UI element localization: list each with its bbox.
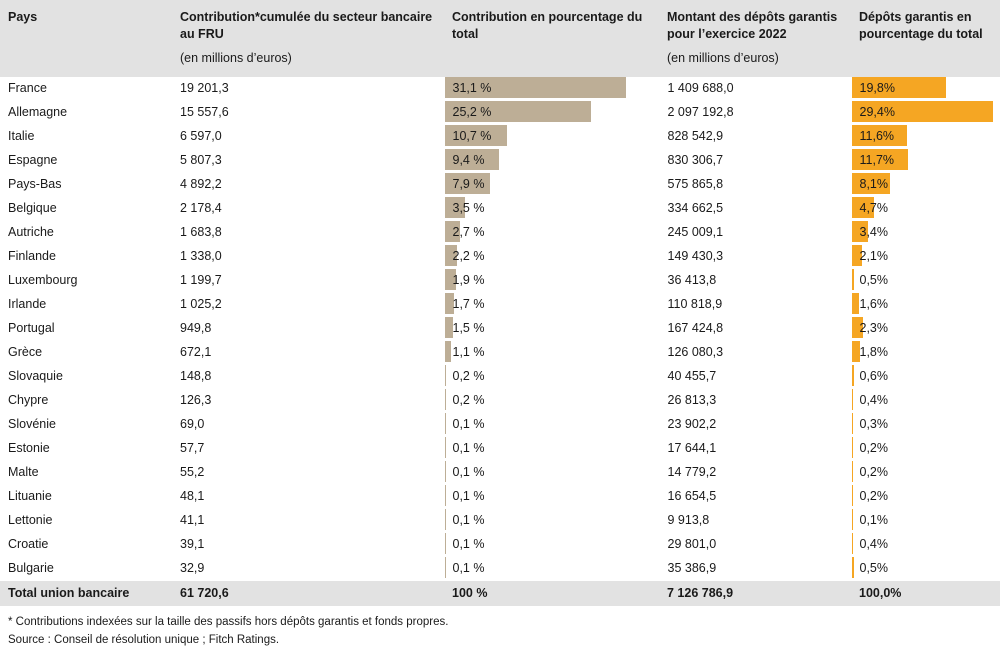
table-row — [0, 148, 1000, 172]
deposit-pct-value: 0,3% — [859, 416, 888, 431]
cell-deposit-pct — [851, 292, 1000, 316]
cell-total-label — [0, 580, 172, 606]
contribution-amount-value: 69,0 — [180, 417, 205, 432]
cell-country — [0, 532, 172, 556]
deposit-amount-value: 245 009,1 — [667, 225, 724, 240]
cell-country — [0, 436, 172, 460]
cell-contribution-amount — [172, 316, 444, 340]
country-label: Chypre — [8, 393, 49, 408]
cell-contribution-pct — [444, 388, 659, 412]
contribution-amount-value: 39,1 — [180, 537, 205, 552]
cell-contribution-pct — [444, 316, 659, 340]
cell-deposit-amount — [659, 436, 851, 460]
cell-deposit-amount — [659, 316, 851, 340]
cell-deposit-pct — [851, 556, 1000, 580]
country-label: Estonie — [8, 441, 50, 456]
cell-deposit-amount — [659, 292, 851, 316]
deposit-pct-value: 0,2% — [859, 440, 888, 455]
contribution-pct-value: 1,1 % — [452, 344, 485, 359]
contribution-amount-value: 6 597,0 — [180, 129, 222, 144]
contribution-pct-value: 2,2 % — [452, 248, 485, 263]
table-body — [0, 77, 1000, 606]
total-contribution-amount: 61 720,6 — [180, 585, 229, 600]
country-label: Portugal — [8, 321, 55, 336]
column-header-contribution — [172, 0, 444, 77]
cell-contribution-pct — [444, 340, 659, 364]
cell-contribution-pct — [444, 148, 659, 172]
contribution-amount-value: 32,9 — [180, 561, 205, 576]
contribution-pct-value: 0,1 % — [452, 560, 485, 575]
contribution-pct-value: 2,7 % — [452, 224, 485, 239]
table-row — [0, 556, 1000, 580]
contribution-amount-value: 1 683,8 — [180, 225, 222, 240]
country-label: Italie — [8, 129, 35, 144]
header-main-depots: Dépôts garantis en pourcentage du total — [859, 10, 983, 41]
deposit-amount-value: 16 654,5 — [667, 489, 717, 504]
deposit-pct-value: 2,1% — [859, 248, 888, 263]
cell-contribution-amount — [172, 148, 444, 172]
cell-contribution-pct — [444, 292, 659, 316]
cell-deposit-pct — [851, 196, 1000, 220]
contribution-amount-value: 15 557,6 — [180, 105, 229, 120]
cell-deposit-amount — [659, 100, 851, 124]
cell-deposit-pct — [851, 244, 1000, 268]
cell-deposit-pct — [851, 484, 1000, 508]
header-sub-montant: (en millions d’euros) — [667, 50, 779, 65]
cell-contribution-amount — [172, 100, 444, 124]
table-row — [0, 316, 1000, 340]
cell-contribution-pct — [444, 172, 659, 196]
cell-contribution-pct — [444, 460, 659, 484]
cell-deposit-pct — [851, 172, 1000, 196]
cell-deposit-pct — [851, 268, 1000, 292]
cell-deposit-pct — [851, 388, 1000, 412]
contribution-pct-value: 0,2 % — [452, 368, 485, 383]
column-header-pays — [0, 0, 172, 77]
cell-country — [0, 148, 172, 172]
contribution-pct-value: 9,4 % — [452, 152, 485, 167]
contribution-pct-value: 7,9 % — [452, 176, 485, 191]
deposit-pct-value: 0,5% — [859, 560, 888, 575]
country-label: Espagne — [8, 153, 58, 168]
cell-contribution-amount — [172, 412, 444, 436]
cell-contribution-amount — [172, 436, 444, 460]
cell-country — [0, 244, 172, 268]
cell-country — [0, 412, 172, 436]
deposit-amount-value: 167 424,8 — [667, 321, 724, 336]
header-main-pourcentage: Contribution en pourcentage du total — [452, 10, 643, 41]
contribution-pct-value: 0,2 % — [452, 392, 485, 407]
table-row — [0, 412, 1000, 436]
deposit-amount-value: 23 902,2 — [667, 417, 717, 432]
deposit-pct-value: 4,7% — [859, 200, 888, 215]
country-label: Grèce — [8, 345, 43, 360]
country-label: Autriche — [8, 225, 54, 240]
cell-total-deposit-amount — [659, 580, 851, 606]
header-main-pays: Pays — [8, 10, 38, 24]
deposit-amount-value: 17 644,1 — [667, 441, 717, 456]
deposit-amount-value: 40 455,7 — [667, 369, 717, 384]
deposit-amount-value: 9 913,8 — [667, 513, 710, 528]
cell-deposit-amount — [659, 148, 851, 172]
deposit-amount-value: 110 818,9 — [667, 297, 723, 312]
country-label: Pays-Bas — [8, 177, 62, 192]
cell-deposit-amount — [659, 364, 851, 388]
contribution-amount-value: 949,8 — [180, 321, 212, 336]
cell-contribution-pct — [444, 100, 659, 124]
table-row — [0, 292, 1000, 316]
cell-contribution-amount — [172, 484, 444, 508]
cell-deposit-amount — [659, 244, 851, 268]
contribution-amount-value: 148,8 — [180, 369, 212, 384]
deposit-pct-value: 0,4% — [859, 392, 888, 407]
column-header-depots — [851, 0, 1000, 77]
cell-country — [0, 364, 172, 388]
cell-contribution-pct — [444, 484, 659, 508]
cell-contribution-amount — [172, 460, 444, 484]
table-row — [0, 100, 1000, 124]
deposit-amount-value: 36 413,8 — [667, 273, 717, 288]
cell-country — [0, 556, 172, 580]
column-header-montant — [659, 0, 851, 77]
footnotes — [0, 606, 1000, 650]
header-main-montant: Montant des dépôts garantis pour l’exercice 2022 — [667, 10, 838, 41]
table-row — [0, 508, 1000, 532]
cell-contribution-amount — [172, 364, 444, 388]
cell-contribution-pct — [444, 532, 659, 556]
country-label: Finlande — [8, 249, 56, 264]
cell-total-deposit-pct — [851, 580, 1000, 606]
deposit-pct-value: 0,2% — [859, 464, 888, 479]
deposit-pct-value: 2,3% — [859, 320, 888, 335]
cell-deposit-amount — [659, 172, 851, 196]
cell-country — [0, 77, 172, 101]
table-row — [0, 268, 1000, 292]
cell-contribution-amount — [172, 268, 444, 292]
cell-contribution-pct — [444, 124, 659, 148]
contribution-amount-value: 126,3 — [180, 393, 212, 408]
country-label: Malte — [8, 465, 39, 480]
cell-deposit-amount — [659, 532, 851, 556]
contribution-pct-value: 0,1 % — [452, 512, 485, 527]
header-sub-contribution: (en millions d’euros) — [180, 50, 292, 65]
cell-country — [0, 508, 172, 532]
cell-deposit-amount — [659, 460, 851, 484]
cell-deposit-pct — [851, 364, 1000, 388]
cell-total-contribution-amount — [172, 580, 444, 606]
contribution-amount-value: 1 199,7 — [180, 273, 222, 288]
deposit-amount-value: 830 306,7 — [667, 153, 724, 168]
cell-contribution-pct — [444, 508, 659, 532]
footnote-source: Source : Conseil de résolution unique ; Fitch Ratings. — [8, 633, 280, 646]
table-row — [0, 436, 1000, 460]
cell-deposit-amount — [659, 196, 851, 220]
cell-deposit-pct — [851, 340, 1000, 364]
cell-contribution-amount — [172, 196, 444, 220]
contribution-amount-value: 41,1 — [180, 513, 205, 528]
cell-total-contribution-pct — [444, 580, 659, 606]
cell-deposit-amount — [659, 412, 851, 436]
cell-contribution-amount — [172, 340, 444, 364]
cell-country — [0, 460, 172, 484]
table-row — [0, 77, 1000, 101]
footnote-asterisk: * Contributions indexées sur la taille des passifs hors dépôts garantis et fonds propres. — [8, 615, 449, 628]
deposit-pct-value: 0,4% — [859, 536, 888, 551]
contribution-amount-value: 672,1 — [180, 345, 212, 360]
cell-contribution-amount — [172, 172, 444, 196]
cell-deposit-amount — [659, 388, 851, 412]
contribution-pct-value: 25,2 % — [452, 104, 492, 119]
cell-contribution-amount — [172, 124, 444, 148]
country-label: Irlande — [8, 297, 47, 312]
table-row — [0, 124, 1000, 148]
total-contribution-pct: 100 % — [452, 585, 488, 600]
country-label: Allemagne — [8, 105, 68, 120]
cell-deposit-pct — [851, 436, 1000, 460]
table-header — [0, 0, 1000, 77]
contribution-amount-value: 1 025,2 — [180, 297, 222, 312]
cell-deposit-pct — [851, 412, 1000, 436]
cell-contribution-pct — [444, 196, 659, 220]
cell-contribution-pct — [444, 436, 659, 460]
table-row — [0, 196, 1000, 220]
contribution-pct-value: 31,1 % — [452, 80, 492, 95]
deposit-amount-value: 35 386,9 — [667, 561, 717, 576]
cell-contribution-amount — [172, 388, 444, 412]
cell-deposit-amount — [659, 340, 851, 364]
deposit-pct-value: 1,8% — [859, 344, 888, 359]
contribution-pct-value: 0,1 % — [452, 440, 485, 455]
deposit-pct-value: 8,1% — [859, 176, 888, 191]
table-total-row — [0, 580, 1000, 606]
cell-deposit-amount — [659, 124, 851, 148]
cell-contribution-amount — [172, 292, 444, 316]
table-row — [0, 484, 1000, 508]
contribution-pct-value: 0,1 % — [452, 488, 485, 503]
cell-deposit-pct — [851, 460, 1000, 484]
header-row — [0, 0, 1000, 77]
country-label: Slovénie — [8, 417, 56, 432]
cell-contribution-pct — [444, 268, 659, 292]
cell-deposit-pct — [851, 508, 1000, 532]
cell-contribution-amount — [172, 244, 444, 268]
table-row — [0, 364, 1000, 388]
table-row — [0, 388, 1000, 412]
cell-contribution-amount — [172, 508, 444, 532]
column-header-pourcentage — [444, 0, 659, 77]
deposit-amount-value: 14 779,2 — [667, 465, 717, 480]
country-label: Lettonie — [8, 513, 53, 528]
cell-country — [0, 268, 172, 292]
deposit-pct-value: 19,8% — [859, 80, 895, 95]
deposit-amount-value: 2 097 192,8 — [667, 105, 734, 120]
contribution-amount-value: 5 807,3 — [180, 153, 222, 168]
table-row — [0, 532, 1000, 556]
country-label: France — [8, 81, 47, 96]
header-main-contribution: Contribution*cumulée du secteur bancaire au FRU — [180, 10, 433, 41]
deposit-amount-value: 26 813,3 — [667, 393, 717, 408]
deposit-pct-value: 0,5% — [859, 272, 888, 287]
contribution-pct-value: 3,5 % — [452, 200, 485, 215]
deposit-pct-value: 29,4% — [859, 104, 895, 119]
total-deposit-amount: 7 126 786,9 — [667, 585, 734, 600]
deposit-amount-value: 334 662,5 — [667, 201, 724, 216]
country-label: Luxembourg — [8, 273, 78, 288]
table-row — [0, 220, 1000, 244]
country-label: Bulgarie — [8, 561, 54, 576]
contribution-amount-value: 57,7 — [180, 441, 205, 456]
deposit-amount-value: 575 865,8 — [667, 177, 724, 192]
cell-contribution-pct — [444, 220, 659, 244]
contribution-amount-value: 55,2 — [180, 465, 205, 480]
cell-deposit-amount — [659, 556, 851, 580]
country-label: Lituanie — [8, 489, 52, 504]
table-row — [0, 460, 1000, 484]
deposit-amount-value: 828 542,9 — [667, 129, 724, 144]
cell-deposit-pct — [851, 532, 1000, 556]
cell-deposit-amount — [659, 77, 851, 101]
deposit-pct-value: 0,1% — [859, 512, 888, 527]
contribution-pct-value: 0,1 % — [452, 536, 485, 551]
cell-contribution-amount — [172, 77, 444, 101]
contribution-pct-value: 1,5 % — [452, 320, 485, 335]
deposit-amount-value: 149 430,3 — [667, 249, 724, 264]
deposit-pct-value: 3,4% — [859, 224, 888, 239]
total-deposit-pct: 100,0% — [859, 585, 902, 600]
country-label: Slovaquie — [8, 369, 63, 384]
cell-country — [0, 100, 172, 124]
cell-country — [0, 172, 172, 196]
contribution-amount-value: 2 178,4 — [180, 201, 222, 216]
cell-contribution-amount — [172, 556, 444, 580]
cell-contribution-amount — [172, 220, 444, 244]
contribution-pct-value: 1,7 % — [452, 296, 485, 311]
contribution-amount-value: 19 201,3 — [180, 81, 229, 96]
deposit-amount-value: 126 080,3 — [667, 345, 724, 360]
cell-country — [0, 316, 172, 340]
contribution-amount-value: 48,1 — [180, 489, 205, 504]
country-label: Croatie — [8, 537, 49, 552]
cell-deposit-pct — [851, 100, 1000, 124]
cell-country — [0, 340, 172, 364]
contribution-amount-value: 1 338,0 — [180, 249, 222, 264]
contribution-pct-value: 0,1 % — [452, 464, 485, 479]
cell-deposit-amount — [659, 484, 851, 508]
cell-country — [0, 220, 172, 244]
cell-deposit-amount — [659, 220, 851, 244]
deposit-pct-value: 1,6% — [859, 296, 888, 311]
cell-contribution-pct — [444, 77, 659, 101]
cell-deposit-pct — [851, 124, 1000, 148]
contribution-pct-value: 10,7 % — [452, 128, 492, 143]
cell-deposit-pct — [851, 77, 1000, 101]
cell-contribution-amount — [172, 532, 444, 556]
table-row — [0, 244, 1000, 268]
cell-deposit-amount — [659, 268, 851, 292]
contribution-pct-value: 0,1 % — [452, 416, 485, 431]
cell-country — [0, 484, 172, 508]
cell-deposit-pct — [851, 316, 1000, 340]
cell-deposit-pct — [851, 148, 1000, 172]
table-row — [0, 340, 1000, 364]
deposit-pct-value: 0,2% — [859, 488, 888, 503]
cell-contribution-pct — [444, 412, 659, 436]
deposit-pct-value: 11,7% — [859, 152, 895, 167]
contribution-amount-value: 4 892,2 — [180, 177, 222, 192]
total-label: Total union bancaire — [8, 585, 130, 600]
deposit-amount-value: 29 801,0 — [667, 537, 717, 552]
deposit-pct-value: 11,6% — [859, 128, 895, 143]
cell-country — [0, 388, 172, 412]
cell-deposit-amount — [659, 508, 851, 532]
cell-contribution-pct — [444, 244, 659, 268]
cell-country — [0, 196, 172, 220]
cell-deposit-pct — [851, 220, 1000, 244]
deposit-amount-value: 1 409 688,0 — [667, 81, 734, 96]
table-row — [0, 172, 1000, 196]
country-label: Belgique — [8, 201, 57, 216]
deposit-pct-value: 0,6% — [859, 368, 888, 383]
cell-country — [0, 292, 172, 316]
cell-country — [0, 124, 172, 148]
contribution-pct-value: 1,9 % — [452, 272, 485, 287]
cell-contribution-pct — [444, 364, 659, 388]
cell-contribution-pct — [444, 556, 659, 580]
